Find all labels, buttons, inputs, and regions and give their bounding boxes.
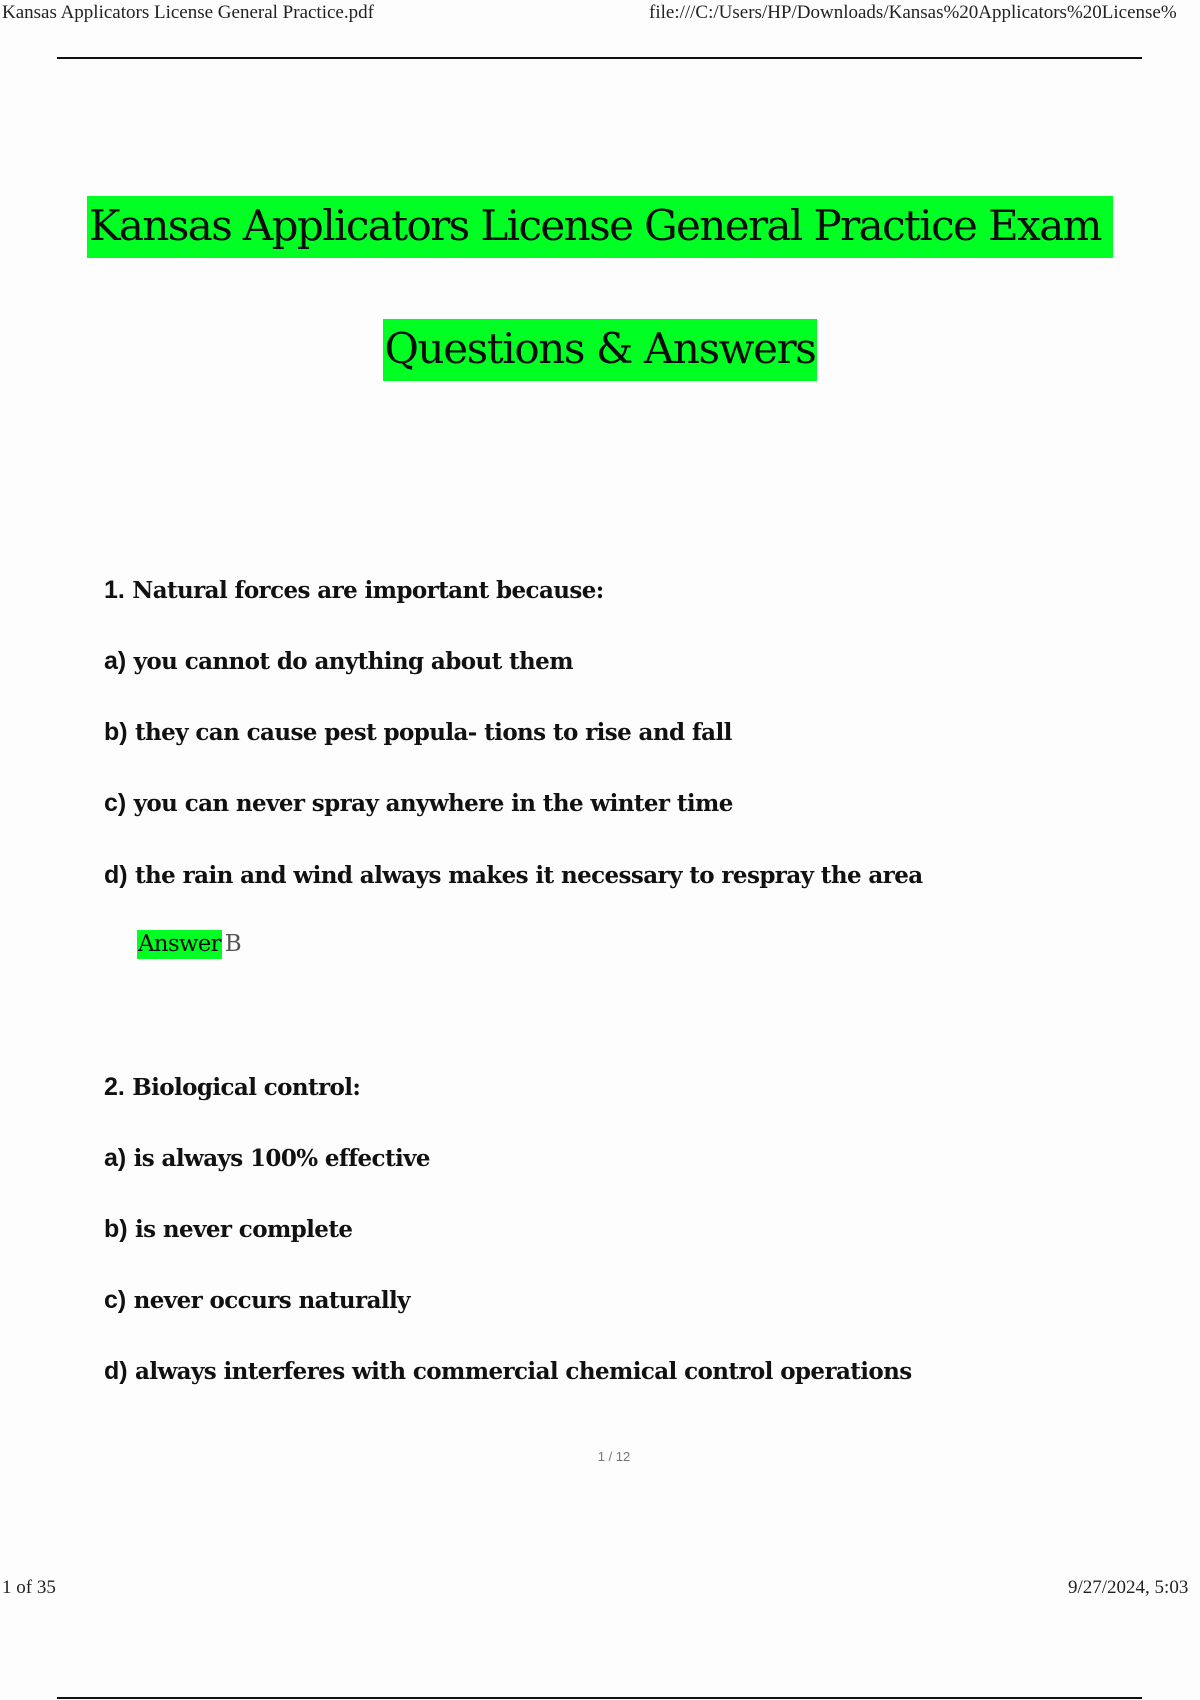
print-timestamp: 9/27/2024, 5:03: [1068, 1577, 1189, 1598]
option-letter: c): [104, 1286, 127, 1314]
option-letter: c): [104, 789, 127, 817]
option-letter: b): [104, 718, 128, 746]
option-2a: [104, 1144, 430, 1173]
option-1a: [104, 647, 573, 676]
option-letter: a): [104, 647, 127, 675]
question-text: Natural forces are important because:: [132, 577, 604, 604]
footer-divider: [57, 1697, 1142, 1699]
option-letter: d): [104, 861, 128, 889]
option-2d: [104, 1357, 912, 1386]
header-divider: [57, 57, 1142, 59]
question-2: [104, 1073, 360, 1102]
option-text: you cannot do anything about them: [133, 648, 573, 675]
answer-1: [137, 930, 242, 959]
option-text: they can cause pest popula- tions to rise and fall: [135, 719, 732, 746]
title-line-2: Questions & Answers: [383, 319, 818, 381]
document-title: [0, 196, 1200, 258]
option-text: never occurs naturally: [133, 1287, 410, 1314]
option-text: the rain and wind always makes it necessary to respray the area: [135, 862, 923, 889]
question-text: Biological control:: [132, 1074, 361, 1101]
option-1d: [104, 861, 923, 890]
document-url: file:///C:/Users/HP/Downloads/Kansas%20Applicators%20License%: [649, 2, 1177, 23]
option-text: is never complete: [135, 1216, 353, 1243]
question-number: 1.: [104, 576, 125, 604]
document-file-name: Kansas Applicators License General Practice.pdf: [2, 2, 374, 23]
option-text: you can never spray anywhere in the winter time: [133, 790, 733, 817]
option-2b: [104, 1215, 352, 1244]
title-line-1: Kansas Applicators License General Practice Exam: [87, 196, 1113, 258]
print-page-count: 1 of 35: [2, 1577, 56, 1598]
option-1b: [104, 718, 732, 747]
answer-label: Answer: [138, 931, 221, 957]
print-header: [0, 0, 1200, 30]
answer-value: B: [224, 931, 242, 957]
question-number: 2.: [104, 1073, 125, 1101]
option-text: is always 100% effective: [133, 1145, 430, 1172]
document-subtitle: [0, 319, 1200, 381]
option-letter: b): [104, 1215, 128, 1243]
option-letter: a): [104, 1144, 127, 1172]
option-1c: [104, 789, 733, 818]
option-2c: [104, 1286, 410, 1315]
option-letter: d): [104, 1357, 128, 1385]
page-indicator: 1 / 12: [597, 1449, 631, 1464]
question-1: [104, 576, 604, 605]
option-text: always interferes with commercial chemical control operations: [135, 1358, 912, 1385]
